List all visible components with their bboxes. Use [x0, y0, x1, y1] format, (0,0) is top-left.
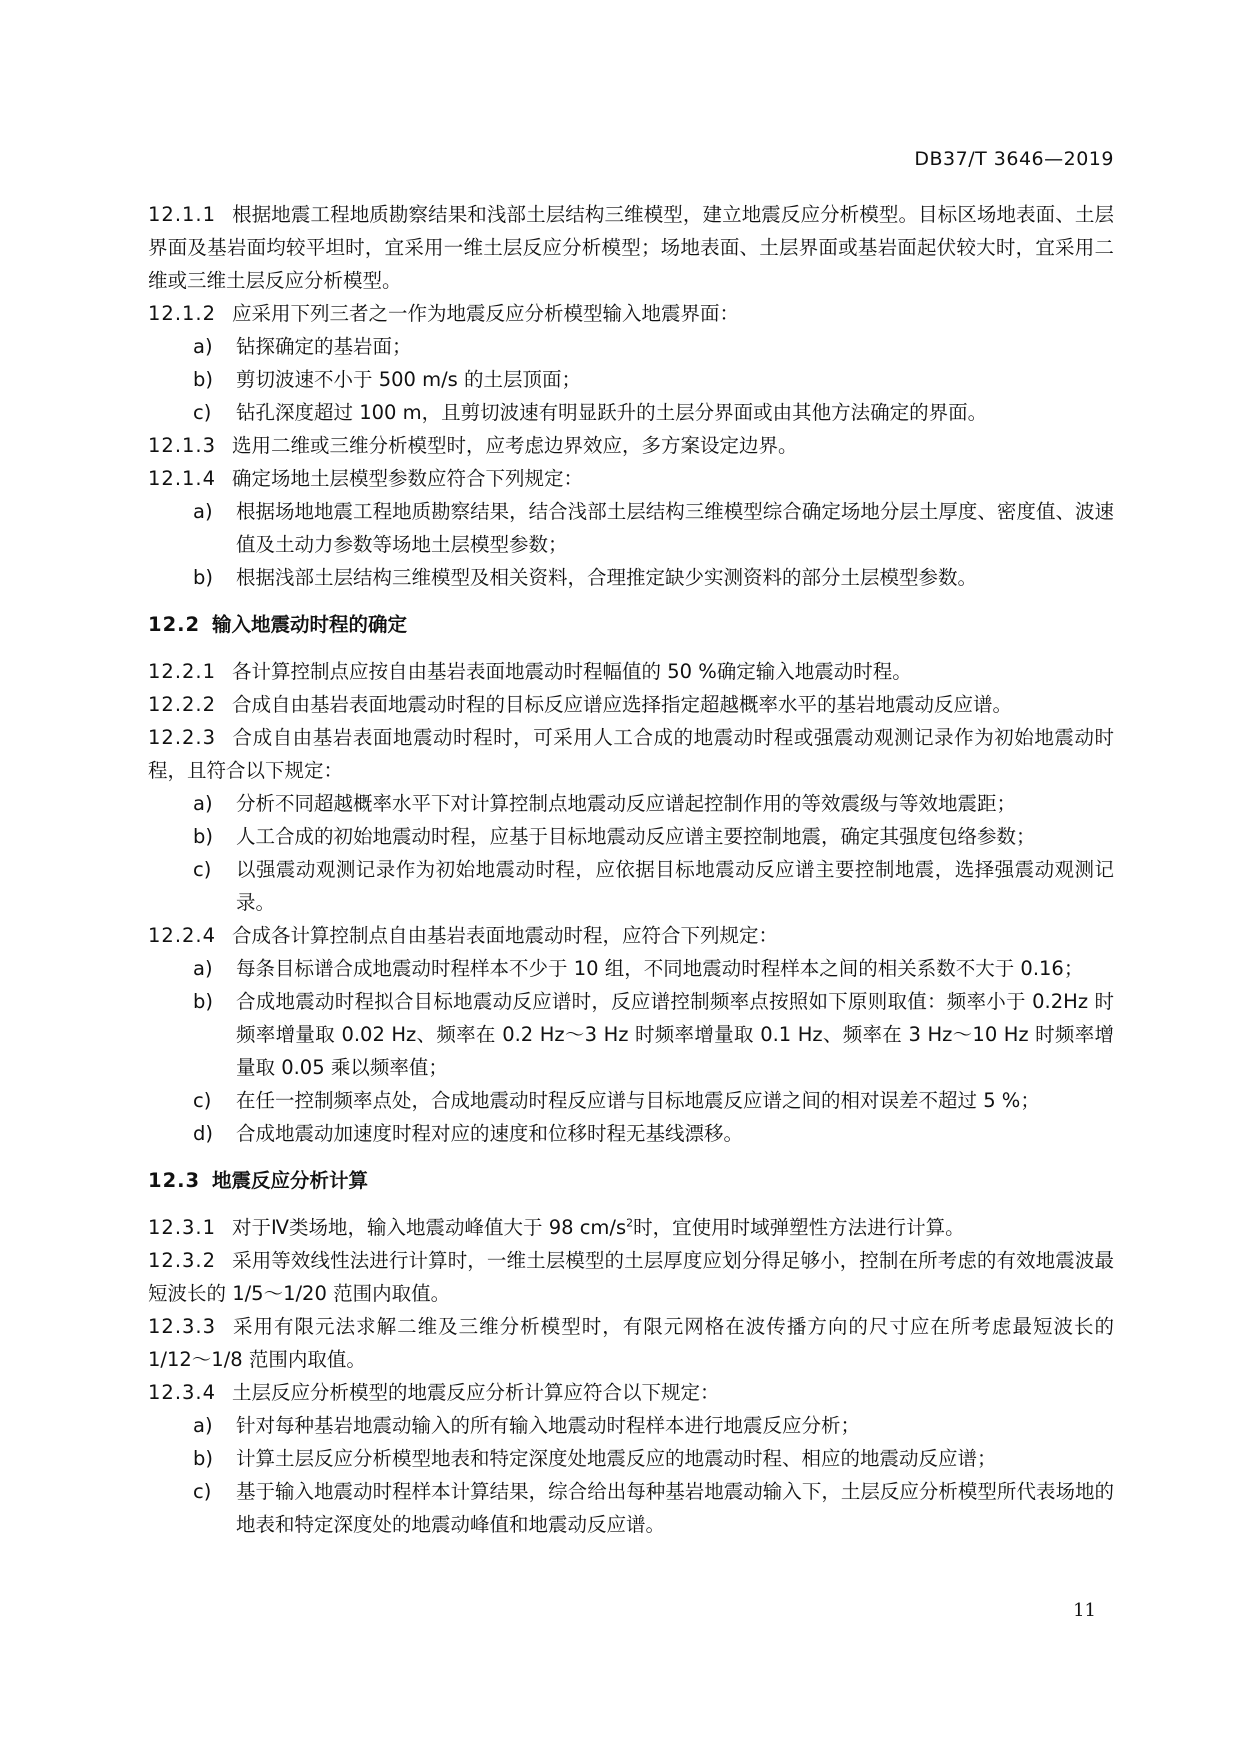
- page-number: 11: [1073, 1600, 1096, 1621]
- list-item: [148, 820, 1114, 853]
- list-item-text: 合成地震动加速度时程对应的速度和位移时程无基线漂移。: [236, 1122, 744, 1145]
- list-item: [148, 1475, 1114, 1541]
- clause-number: 12.2.2: [148, 693, 217, 716]
- standard-code: DB37/T 3646—2019: [914, 148, 1114, 170]
- section-heading-12-3: [148, 1164, 1114, 1197]
- clause-text: 合成各计算控制点自由基岩表面地震动时程，应符合下列规定：: [232, 924, 779, 947]
- clause-number: 12.2.3: [148, 726, 217, 749]
- superscript: 2: [626, 1216, 634, 1230]
- clause-number: 12.3.4: [148, 1381, 217, 1404]
- clause-text: 采用有限元法求解二维及三维分析模型时，有限元网格在波传播方向的尺寸应在所考虑最短波长的 1/12～1/8 范围内取值。: [148, 1315, 1114, 1371]
- list-item: [148, 952, 1114, 985]
- clause-text: 土层反应分析模型的地震反应分析计算应符合以下规定：: [232, 1381, 720, 1404]
- list-item-text: 剪切波速不小于 500 m/s 的土层顶面；: [236, 368, 582, 391]
- clause-12-3-2: [148, 1244, 1114, 1310]
- list-item: [148, 561, 1114, 594]
- list-item-label: c): [193, 1089, 212, 1112]
- list-item-text: 在任一控制频率点处，合成地震动时程反应谱与目标地震反应谱之间的相对误差不超过 5 %；: [236, 1089, 1040, 1112]
- clause-text: 对于Ⅳ类场地，输入地震动峰值大于 98 cm/s: [232, 1216, 627, 1239]
- clause-number: 12.3.2: [148, 1249, 217, 1272]
- list-item-text: 针对每种基岩地震动输入的所有输入地震动时程样本进行地震反应分析；: [236, 1414, 861, 1437]
- clause-number: 12.1.3: [148, 434, 217, 457]
- section-heading-12-2: [148, 608, 1114, 641]
- clause-number: 12.1.4: [148, 467, 217, 490]
- list-item-label: a): [193, 335, 213, 358]
- list-item-text: 钻探确定的基岩面；: [236, 335, 412, 358]
- list-item-label: a): [193, 1414, 213, 1437]
- list-item-text: 以强震动观测记录作为初始地震动时程，应依据目标地震动反应谱主要控制地震，选择强震动观测记录。: [236, 858, 1114, 914]
- list-item-text: 钻孔深度超过 100 m，且剪切波速有明显跃升的土层分界面或由其他方法确定的界面。: [236, 401, 988, 424]
- clause-text: 各计算控制点应按自由基岩表面地震动时程幅值的 50 %确定输入地震动时程。: [232, 660, 912, 683]
- list-item-text: 每条目标谱合成地震动时程样本不少于 10 组，不同地震动时程样本之间的相关系数不大于 0.16；: [236, 957, 1084, 980]
- clause-text: 应采用下列三者之一作为地震反应分析模型输入地震界面：: [232, 302, 740, 325]
- list-item-text: 计算土层反应分析模型地表和特定深度处地震反应的地震动时程、相应的地震动反应谱；: [236, 1447, 997, 1470]
- clause-12-1-2: [148, 297, 1114, 330]
- clause-text: 确定场地土层模型参数应符合下列规定：: [232, 467, 584, 490]
- clause-12-1-4: [148, 462, 1114, 495]
- list-item-label: a): [193, 792, 213, 815]
- section-title: 输入地震动时程的确定: [212, 613, 408, 636]
- clause-number: 12.1.1: [148, 203, 217, 226]
- list-item-label: b): [193, 1447, 213, 1470]
- list-item-label: d): [193, 1122, 213, 1145]
- document-body: [148, 198, 1114, 1541]
- section-title: 地震反应分析计算: [212, 1169, 369, 1192]
- clause-number: 12.2.4: [148, 924, 217, 947]
- clause-text: 采用等效线性法进行计算时，一维土层模型的土层厚度应划分得足够小，控制在所考虑的有效地震波最短波长的 1/5～1/20 范围内取值。: [148, 1249, 1114, 1305]
- clause-12-3-3: [148, 1310, 1114, 1376]
- list-item: [148, 330, 1114, 363]
- clause-text: 根据地震工程地质勘察结果和浅部土层结构三维模型，建立地震反应分析模型。目标区场地表面、土层界面及基岩面均较平坦时，宜采用一维土层反应分析模型；场地表面、土层界面或基岩面起伏较大时，宜采用二维或三维土层反应分析模型。: [148, 203, 1114, 292]
- list-item-text: 根据浅部土层结构三维模型及相关资料，合理推定缺少实测资料的部分土层模型参数。: [236, 566, 978, 589]
- list-item-label: c): [193, 858, 212, 881]
- clause-number: 12.3.1: [148, 1216, 217, 1239]
- list-item-label: b): [193, 990, 213, 1013]
- list-item: [148, 1117, 1114, 1150]
- list-item-text: 根据场地地震工程地质勘察结果，结合浅部土层结构三维模型综合确定场地分层土厚度、密度值、波速值及土动力参数等场地土层模型参数；: [236, 500, 1114, 556]
- list-item-text: 合成地震动时程拟合目标地震动反应谱时，反应谱控制频率点按照如下原则取值：频率小于 0.2Hz 时频率增量取 0.02 Hz、频率在 0.2 Hz～3 Hz 时频率增量取 0.1 Hz、频率在 3 Hz～10 Hz 时频率增量取 0.05 乘以频率值；: [236, 990, 1114, 1079]
- list-item-label: b): [193, 368, 213, 391]
- clause-12-1-3: [148, 429, 1114, 462]
- list-item-text: 人工合成的初始地震动时程，应基于目标地震动反应谱主要控制地震，确定其强度包络参数；: [236, 825, 1036, 848]
- clause-number: 12.2.1: [148, 660, 217, 683]
- list-item: [148, 787, 1114, 820]
- list-item: [148, 1409, 1114, 1442]
- list-item: [148, 495, 1114, 561]
- list-item-label: c): [193, 401, 212, 424]
- clause-12-2-1: [148, 655, 1114, 688]
- section-number: 12.2: [148, 613, 201, 636]
- clause-12-2-4: [148, 919, 1114, 952]
- clause-12-1-1: [148, 198, 1114, 297]
- clause-number: 12.3.3: [148, 1315, 217, 1338]
- clause-12-3-1: [148, 1211, 1114, 1244]
- list-item-label: b): [193, 566, 213, 589]
- clause-12-2-2: [148, 688, 1114, 721]
- list-item: [148, 363, 1114, 396]
- clause-12-3-4: [148, 1376, 1114, 1409]
- list-item-label: b): [193, 825, 213, 848]
- section-number: 12.3: [148, 1169, 201, 1192]
- list-item: [148, 1442, 1114, 1475]
- clause-text: 合成自由基岩表面地震动时程时，可采用人工合成的地震动时程或强震动观测记录作为初始地震动时程，且符合以下规定：: [148, 726, 1114, 782]
- list-item-label: c): [193, 1480, 212, 1503]
- clause-text: 合成自由基岩表面地震动时程的目标反应谱应选择指定超越概率水平的基岩地震动反应谱。: [232, 693, 1013, 716]
- list-item-label: a): [193, 957, 213, 980]
- list-item: [148, 1084, 1114, 1117]
- clause-text-continued: 时，宜使用时域弹塑性方法进行计算。: [633, 1216, 965, 1239]
- list-item-text: 基于输入地震动时程样本计算结果，综合给出每种基岩地震动输入下，土层反应分析模型所代表场地的地表和特定深度处的地震动峰值和地震动反应谱。: [236, 1480, 1114, 1536]
- list-item-text: 分析不同超越概率水平下对计算控制点地震动反应谱起控制作用的等效震级与等效地震距；: [236, 792, 1017, 815]
- list-item: [148, 985, 1114, 1084]
- clause-text: 选用二维或三维分析模型时，应考虑边界效应，多方案设定边界。: [232, 434, 798, 457]
- clause-number: 12.1.2: [148, 302, 217, 325]
- clause-12-2-3: [148, 721, 1114, 787]
- list-item: [148, 853, 1114, 919]
- list-item-label: a): [193, 500, 213, 523]
- list-item: [148, 396, 1114, 429]
